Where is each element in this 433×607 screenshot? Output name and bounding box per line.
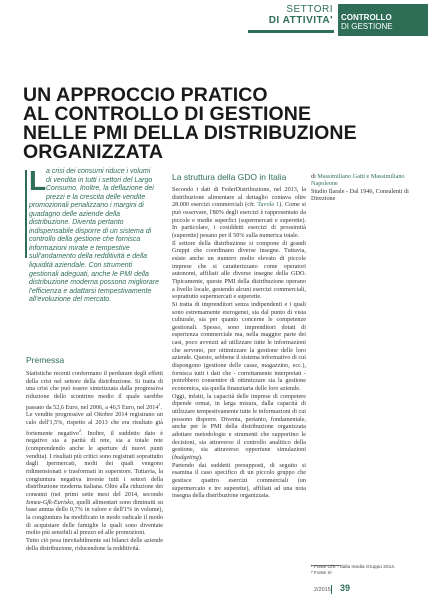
author-by: di	[311, 173, 316, 180]
author-block	[311, 173, 426, 203]
struttura-body	[172, 186, 306, 500]
struttura-heading: La struttura della GDO in Italia	[172, 172, 287, 182]
premessa-paragraph: Le vendite progressive ad Ottobre 2014 registrano un calo dell'1,5%, rispetto al 2013 che era risultato già fortemente negativo$^2$. Inoltre, il suddetto dato è negativo sia a parità di rete, sia a totale rete (comprendendo anche le aperture di nuovi punti vendita). I risultati più critici sono registrati soprattutto dagli ipermercati, molti dei quali vengono ridimensionati e trasformati in superstore. Tuttavia, la congiuntura negativa investe tutti i settori della distribuzione moderna italiana. Oltre alla riduzione dei consumi (nei primi sette mesi del 2014, secondo Ismea-Gfk-Eurisko, quelli alimentari sono diminuiti su base annua dello 0,7% in valore e dell'1% in volume), la congiuntura ha modificato in modo radicale il modo di acquistare delle famiglie le quali sono diventate molto più sensibili al prezzo ed alle promozioni.	[26, 411, 163, 537]
lead-abstract	[29, 165, 160, 305]
lead-line3: Consumo. Inoltre, la deflazione dei	[46, 185, 154, 193]
rubric-badge-line1: CONTROLLO	[341, 13, 392, 22]
premessa-paragraph: Statistiche recenti confermano il perdurare degli effetti della crisi nel settore della distribuzione. Si tratta di una crisi che può essere sintetizzata dalla progressiva riduzione dello scontrino medio il quale sarebbe passato da 52,6 Euro, nel 2006, a 46,5 Euro, nel 2014$^1$.	[26, 370, 163, 411]
premessa-paragraph: Tutto ciò pesa inevitabilmente sui bilanci delle aziende della distribuzione, riducendone la redditività.	[26, 536, 163, 552]
footnotes	[311, 565, 421, 577]
struttura-paragraph: Il settore della distribuzione si compone di grandi Gruppi che coordinano diverse insegne. Tuttavia, esiste anche un numero molto elevato di piccole imprese che si caratterizzano come operatori autonomi, affiliati alle diverse insegne della GDO. Tipicamente, queste PMI della distribuzione operano a livello locale, gestendo alcuni esercizi commerciali, soprattutto supermercati e superette.	[172, 239, 306, 301]
issue-label: 2/2015	[314, 587, 331, 593]
page-separator	[331, 585, 332, 594]
lead-rule	[25, 170, 27, 258]
premessa-heading: Premessa	[26, 355, 65, 365]
author-name: Massimiliano Gatti e Massimiliano Napoleone	[311, 173, 405, 188]
section-label-line1: SETTORI	[286, 4, 333, 15]
lead-line1: a crisi dei consumi riduce i volumi	[46, 168, 151, 175]
rubric-badge	[338, 4, 428, 36]
title-line3: NELLE PMI DELLA DISTRIBUZIONE	[23, 122, 357, 144]
struttura-paragraph: Partendo dai suddetti presupposti, di seguito si esamina il caso specifico di un piccolo gruppo che gestisce quattro esercizi commerciali (un supermercato e tre superette), affiliati ad una nota insegna della distribuzione organizzata.	[172, 461, 306, 500]
struttura-paragraph: Oggi, infatti, la capacità delle imprese di competere dipende ormai, in larga misura, dalla capacità di utilizzare tempestivamente tutte le informazioni di cui possono disporre. Diventa, pertanto, fondamentale, anche per le PMI della distribuzione organizzata adottare metodologie e strumenti che supportino le decisioni, sia attraverso il controllo analitico della gestione, sia attraverso opportune simulazioni (budgeting).	[172, 392, 307, 461]
section-label-line2: DI ATTIVITA'	[268, 15, 333, 26]
rubric-badge-line2: DI GESTIONE	[341, 22, 393, 31]
page-number: 39	[340, 583, 351, 593]
title-line2: AL CONTROLLO DI GESTIONE	[23, 103, 312, 125]
struttura-paragraph: Secondo i dati di FederDistribuzione, nel 2013, la distribuzione alimentare al dettaglio contava oltre 28.000 esercizi commerciali (cfr. Tavola 1). Come si può osservare, l'80% degli esercizi è rappresentato da piccole e medie superfici (supermercati e superette). In particolare, i cosiddetti esercizi di prossimità (superette) pesano per il 50% sulla numerica totale.	[172, 186, 306, 239]
struttura-paragraph: Si tratta di imprenditori senza indipendenti e i quali sono estremamente eterogenei, sia dal punto di vista culturale, sia per quanto concerne le competenze gestionali. Spesso, sono imprenditori dotati di esperienza commerciale ma, nella maggior parte dei casi, poco avvezzi ad utilizzare tutte le informazioni che servono, per ottimizzare la gestione delle loro aziende. Questo, sebbene il sistema informativo di cui dispongono (gestione delle casse, magazzino, ecc.), fornisca tutti i dati che - correttamente interpretati - potrebbero consentire di ottimizzare sia la gestione economica, sia quella finanziaria delle loro aziende.	[172, 300, 306, 393]
footnote-1: ¹ Fonte GfK - dalla media Gruppo 2014.	[311, 565, 396, 570]
title-line1: UN APPROCCIO PRATICO	[23, 84, 268, 106]
drop-cap: L	[29, 165, 47, 196]
lead-rest: promozionali penalizzano i margini di guadagno delle aziende della distribuzione. Diventa pertanto indispensabile disporre di un sistema di controllo della gestione che fornisca informazioni mirate e tempestive sull'andamento della redditività e della liquidità aziendale. Con strumenti gestionali adeguati, anche le PMI della distribuzione moderna possono migliorare l'efficienza e adattarsi tempestivamente all'evoluzione del mercato.	[29, 202, 159, 304]
lead-line4: prezzi e la crescita delle vendite	[46, 193, 146, 201]
lead-line2: di vendita in tutti i settori del Largo	[46, 176, 153, 184]
tavola-link[interactable]: Tavola 1	[257, 201, 280, 209]
article-title	[23, 86, 423, 162]
title-line4: ORGANIZZATA	[23, 141, 164, 163]
premessa-body	[26, 370, 163, 552]
section-rule	[248, 30, 334, 33]
footnote-2: ² Fonte Iri	[311, 571, 332, 576]
author-affiliation: Studio Ilarale - Dal 1946, Consulenti di Direzione	[311, 187, 409, 203]
